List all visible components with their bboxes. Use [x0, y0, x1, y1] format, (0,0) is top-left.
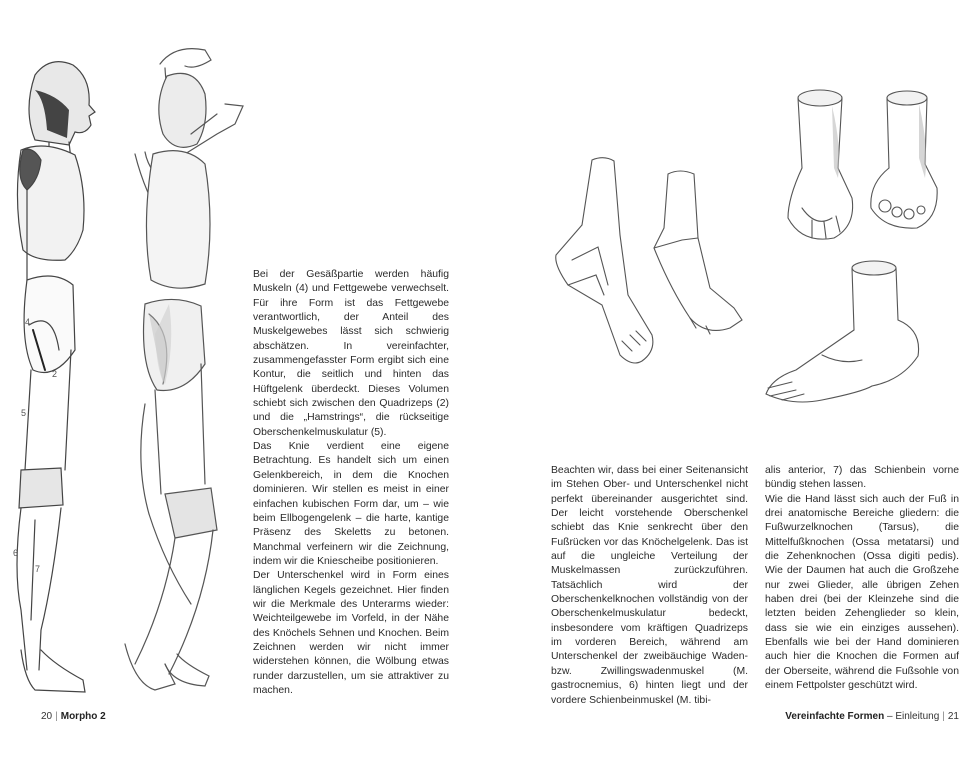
section-title: Vereinfachte Formen	[785, 711, 885, 722]
paragraph-side-view: Beachten wir, dass bei einer Seitenansicht im Stehen Ober- und Unterschenkel nicht perfekt übereinander ausgerichtet sind. Der leicht vorstehende Oberschenkel schiebt das Knie senkrecht über den Fußrücken vor das Knöchelgelenk. Das ist auf die ungleiche Verteilung der Muskelmassen zurückzuführen. Tatsächlich wird der Oberschenkelknochen vollständig von der Oberschenkelmuskulatur bedeckt, insbesondere vom kräftigen Quadrizeps im vorderen Bereich, während am Unterschenkel der zweibäuchige Waden- bzw. Zwillingswadenmuskel (M. gastrocnemius, 6) hinten liegt und der vordere Schienbeinmuskel (M. tibi-	[551, 465, 748, 706]
figure-number-4: 4	[25, 317, 31, 327]
book-title: Morpho 2	[60, 711, 106, 722]
foot-front-drawing	[782, 88, 867, 248]
figure-number-2: 2	[52, 369, 58, 379]
right-page	[482, 0, 965, 772]
paragraph-buttocks: Bei der Gesäßpartie werden häufig Muskeln (4) und Fettgewebe verwechselt. Für ihre Form ist das Fettgewebe verantwortlich, der Anteil des Muskelgewebes lässt sich schwierig abschätzen. In vereinfachter, zusammengefasster Form ergibt sich eine Kontur, die seitlich und hinten das Hüftgelenk überdeckt. Dieses Volumen schiebt sich zwischen den Quadrizeps (2) und die „Hamstrings“, die rückseitige Oberschenkelmuskulatur (5).	[253, 269, 449, 438]
foot-side-view-drawing	[552, 155, 662, 370]
section-subtitle: Einleitung	[895, 711, 940, 722]
paragraph-tibialis: alis anterior, 7) das Schienbein vorne bündig stehen lassen.	[765, 465, 959, 491]
figure-number-5: 5	[21, 408, 27, 418]
paragraph-foot-regions: Wie die Hand lässt sich auch der Fuß in drei anatomische Bereiche gliedern: die Fußwurzelknochen (Tarsus), die Mittelfußknochen (Ossa metatarsi) und die Zehenknochen (Ossa digiti pedis). Wie der Daumen hat auch die Großzehe nur zwei Glieder, alle übrigen Zehen haben drei (bei der Kleinzehe sind die letzten beiden Zehenglieder so klein, dass sie wie ein einziges aussehen). Ebenfalls wie bei der Hand dominieren auch hier die Knochen die Formen auf der Oberseite, während die Fußsohle von einem Fettpolster geschützt wird.	[765, 493, 959, 692]
right-text-column-1	[551, 464, 748, 708]
foot-lateral-toes-drawing	[762, 260, 932, 425]
figure-number-7: 7	[35, 564, 41, 574]
right-text-column-2	[765, 464, 959, 694]
standing-figure-drawing	[5, 50, 105, 695]
left-page-number: 20	[41, 711, 53, 722]
right-page-number: 21	[947, 711, 959, 722]
foot-front-toes-drawing	[865, 88, 945, 238]
figure-number-6: 6	[13, 548, 19, 558]
right-folio: Vereinfachte Formen – Einleitung | 21	[785, 711, 959, 722]
left-text-column	[253, 268, 449, 698]
left-folio: 20 | Morpho 2	[41, 711, 106, 722]
paragraph-lower-leg: Der Unterschenkel wird in Form eines länglichen Kegels gezeichnet. Hier finden wir die Merkmale des Unterarms wieder: Weichteilgewebe im Vorfeld, in der Nähe des Knöchels Sehnen und Knochen. Beim Zeichnen werden wir nicht immer widerstehen können, die Wölbung etwas runder darzustellen, um sie attraktiver zu machen.	[253, 570, 449, 696]
raised-arm-figure-drawing	[105, 44, 245, 694]
foot-side-simple-drawing	[650, 168, 745, 338]
paragraph-knee: Das Knie verdient eine eigene Betrachtung. Es handelt sich um einen Gelenkbereich, in dem die Knochen dominieren. Wir stellen es meist in einer einfachen kubischen Form dar, um – wie beim Ellbogengelenk – die harte, kantige Präsenz des Skeletts zu betonen. Manchmal verfeinern wir die Zeichnung, indem wir die Kniescheibe positionieren.	[253, 441, 449, 567]
left-page	[0, 0, 482, 772]
